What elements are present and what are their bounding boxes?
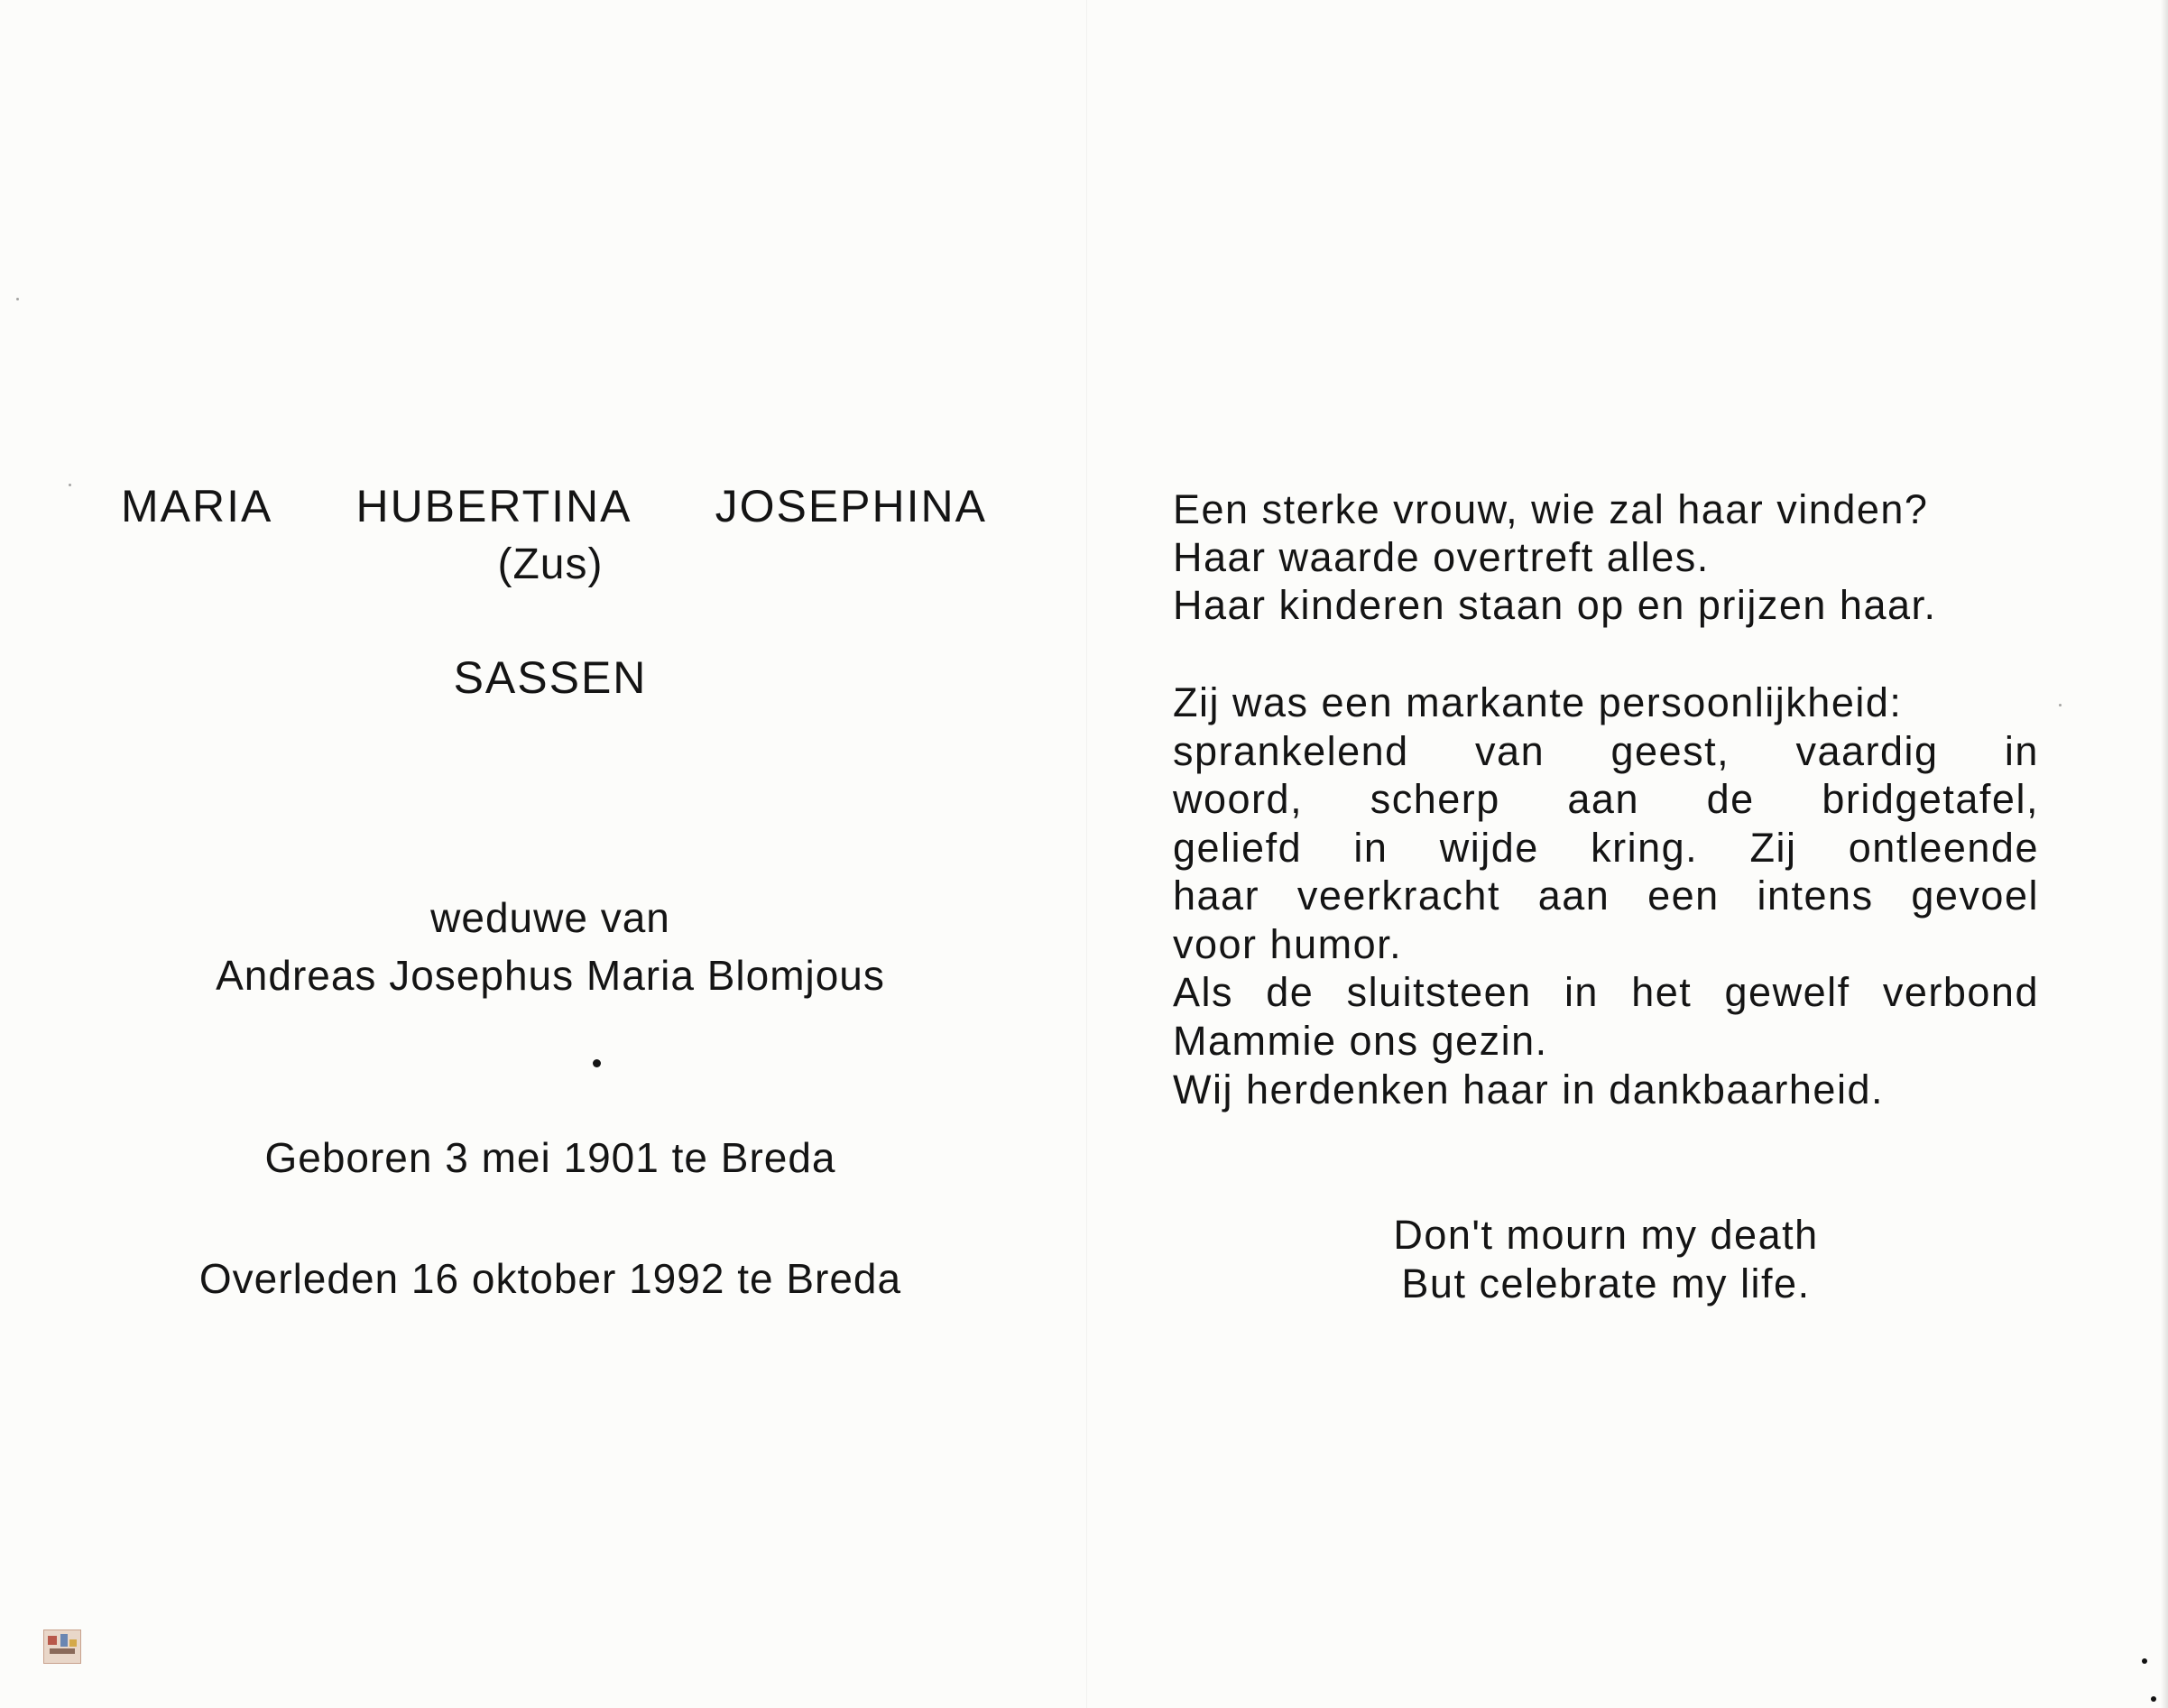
tribute-line bbox=[1173, 969, 2039, 1015]
widow-label: weduwe van bbox=[430, 894, 670, 941]
tribute-word: in bbox=[1564, 969, 1599, 1015]
card-right-edge bbox=[2161, 0, 2168, 1708]
surname: SASSEN bbox=[453, 652, 648, 703]
poem-line: Haar kinderen staan op en prijzen haar. bbox=[1173, 582, 1937, 628]
poem-line: Een sterke vrouw, wie zal haar vinden? bbox=[1173, 486, 1929, 532]
husband-name: Andreas Josephus Maria Blomjous bbox=[216, 952, 885, 999]
tribute-line bbox=[1173, 728, 2039, 774]
tribute-word: vaardig bbox=[1795, 728, 1939, 774]
tribute-intro: Zij was een markante persoonlijkheid: bbox=[1173, 679, 1903, 725]
tribute-word: sluitsteen bbox=[1346, 969, 1532, 1015]
tribute-word: geest, bbox=[1610, 728, 1730, 774]
closing-quote-line: Don't mourn my death bbox=[1393, 1212, 1819, 1258]
tribute-word: veerkracht bbox=[1296, 872, 1500, 919]
dust-speck bbox=[2059, 704, 2062, 706]
tribute-word: van bbox=[1475, 728, 1545, 774]
right-page bbox=[1173, 0, 2039, 1708]
tribute-line bbox=[1173, 776, 2039, 822]
tribute-line: voor humor. bbox=[1173, 921, 1403, 967]
tribute-word: geliefd bbox=[1173, 825, 1303, 871]
tribute-word: bridgetafel, bbox=[1822, 776, 2039, 822]
edge-mark bbox=[2142, 1658, 2147, 1664]
tribute-line bbox=[1173, 825, 2039, 871]
edge-mark bbox=[2151, 1696, 2156, 1702]
tribute-word: sprankelend bbox=[1173, 728, 1409, 774]
closing-quote-line: But celebrate my life. bbox=[1401, 1260, 1811, 1306]
tribute-line: Wij herdenken haar in dankbaarheid. bbox=[1173, 1066, 1884, 1113]
birth-line: Geboren 3 mei 1901 te Breda bbox=[264, 1134, 836, 1181]
tribute-word: Als bbox=[1173, 969, 1234, 1015]
tribute-word: kring. bbox=[1591, 825, 1699, 871]
tribute-word: wijde bbox=[1439, 825, 1539, 871]
tribute-word: ontleende bbox=[1848, 825, 2039, 871]
tribute-word: intens bbox=[1757, 872, 1874, 919]
tribute-word: aan bbox=[1567, 776, 1639, 822]
tribute-word: woord, bbox=[1173, 776, 1304, 822]
tribute-word: scherp bbox=[1370, 776, 1500, 822]
tribute-word: een bbox=[1647, 872, 1720, 919]
tribute-word: Zij bbox=[1749, 825, 1797, 871]
tribute-word: gevoel bbox=[1911, 872, 2039, 919]
tribute-word: in bbox=[1353, 825, 1388, 871]
tribute-word: in bbox=[2004, 728, 2039, 774]
death-line: Overleden 16 oktober 1992 te Breda bbox=[198, 1255, 902, 1302]
tribute-word: de bbox=[1266, 969, 1315, 1015]
tribute-word: het bbox=[1631, 969, 1693, 1015]
nickname: (Zus) bbox=[497, 540, 604, 588]
archive-stamp-logo bbox=[43, 1630, 81, 1664]
tribute-line bbox=[1173, 872, 2039, 919]
third-name: JOSEPHINA bbox=[715, 481, 987, 531]
tribute-word: haar bbox=[1173, 872, 1260, 919]
tribute-line: Mammie ons gezin. bbox=[1173, 1018, 1548, 1064]
tribute-word: de bbox=[1706, 776, 1755, 822]
tribute-word: aan bbox=[1537, 872, 1610, 919]
tribute-word: gewelf bbox=[1724, 969, 1850, 1015]
first-name: MARIA bbox=[121, 481, 273, 531]
second-name: HUBERTINA bbox=[355, 481, 632, 531]
full-name bbox=[121, 481, 987, 531]
poem-line: Haar waarde overtreft alles. bbox=[1173, 534, 1710, 580]
divider-dot bbox=[593, 1059, 601, 1067]
tribute-word: verbond bbox=[1882, 969, 2039, 1015]
